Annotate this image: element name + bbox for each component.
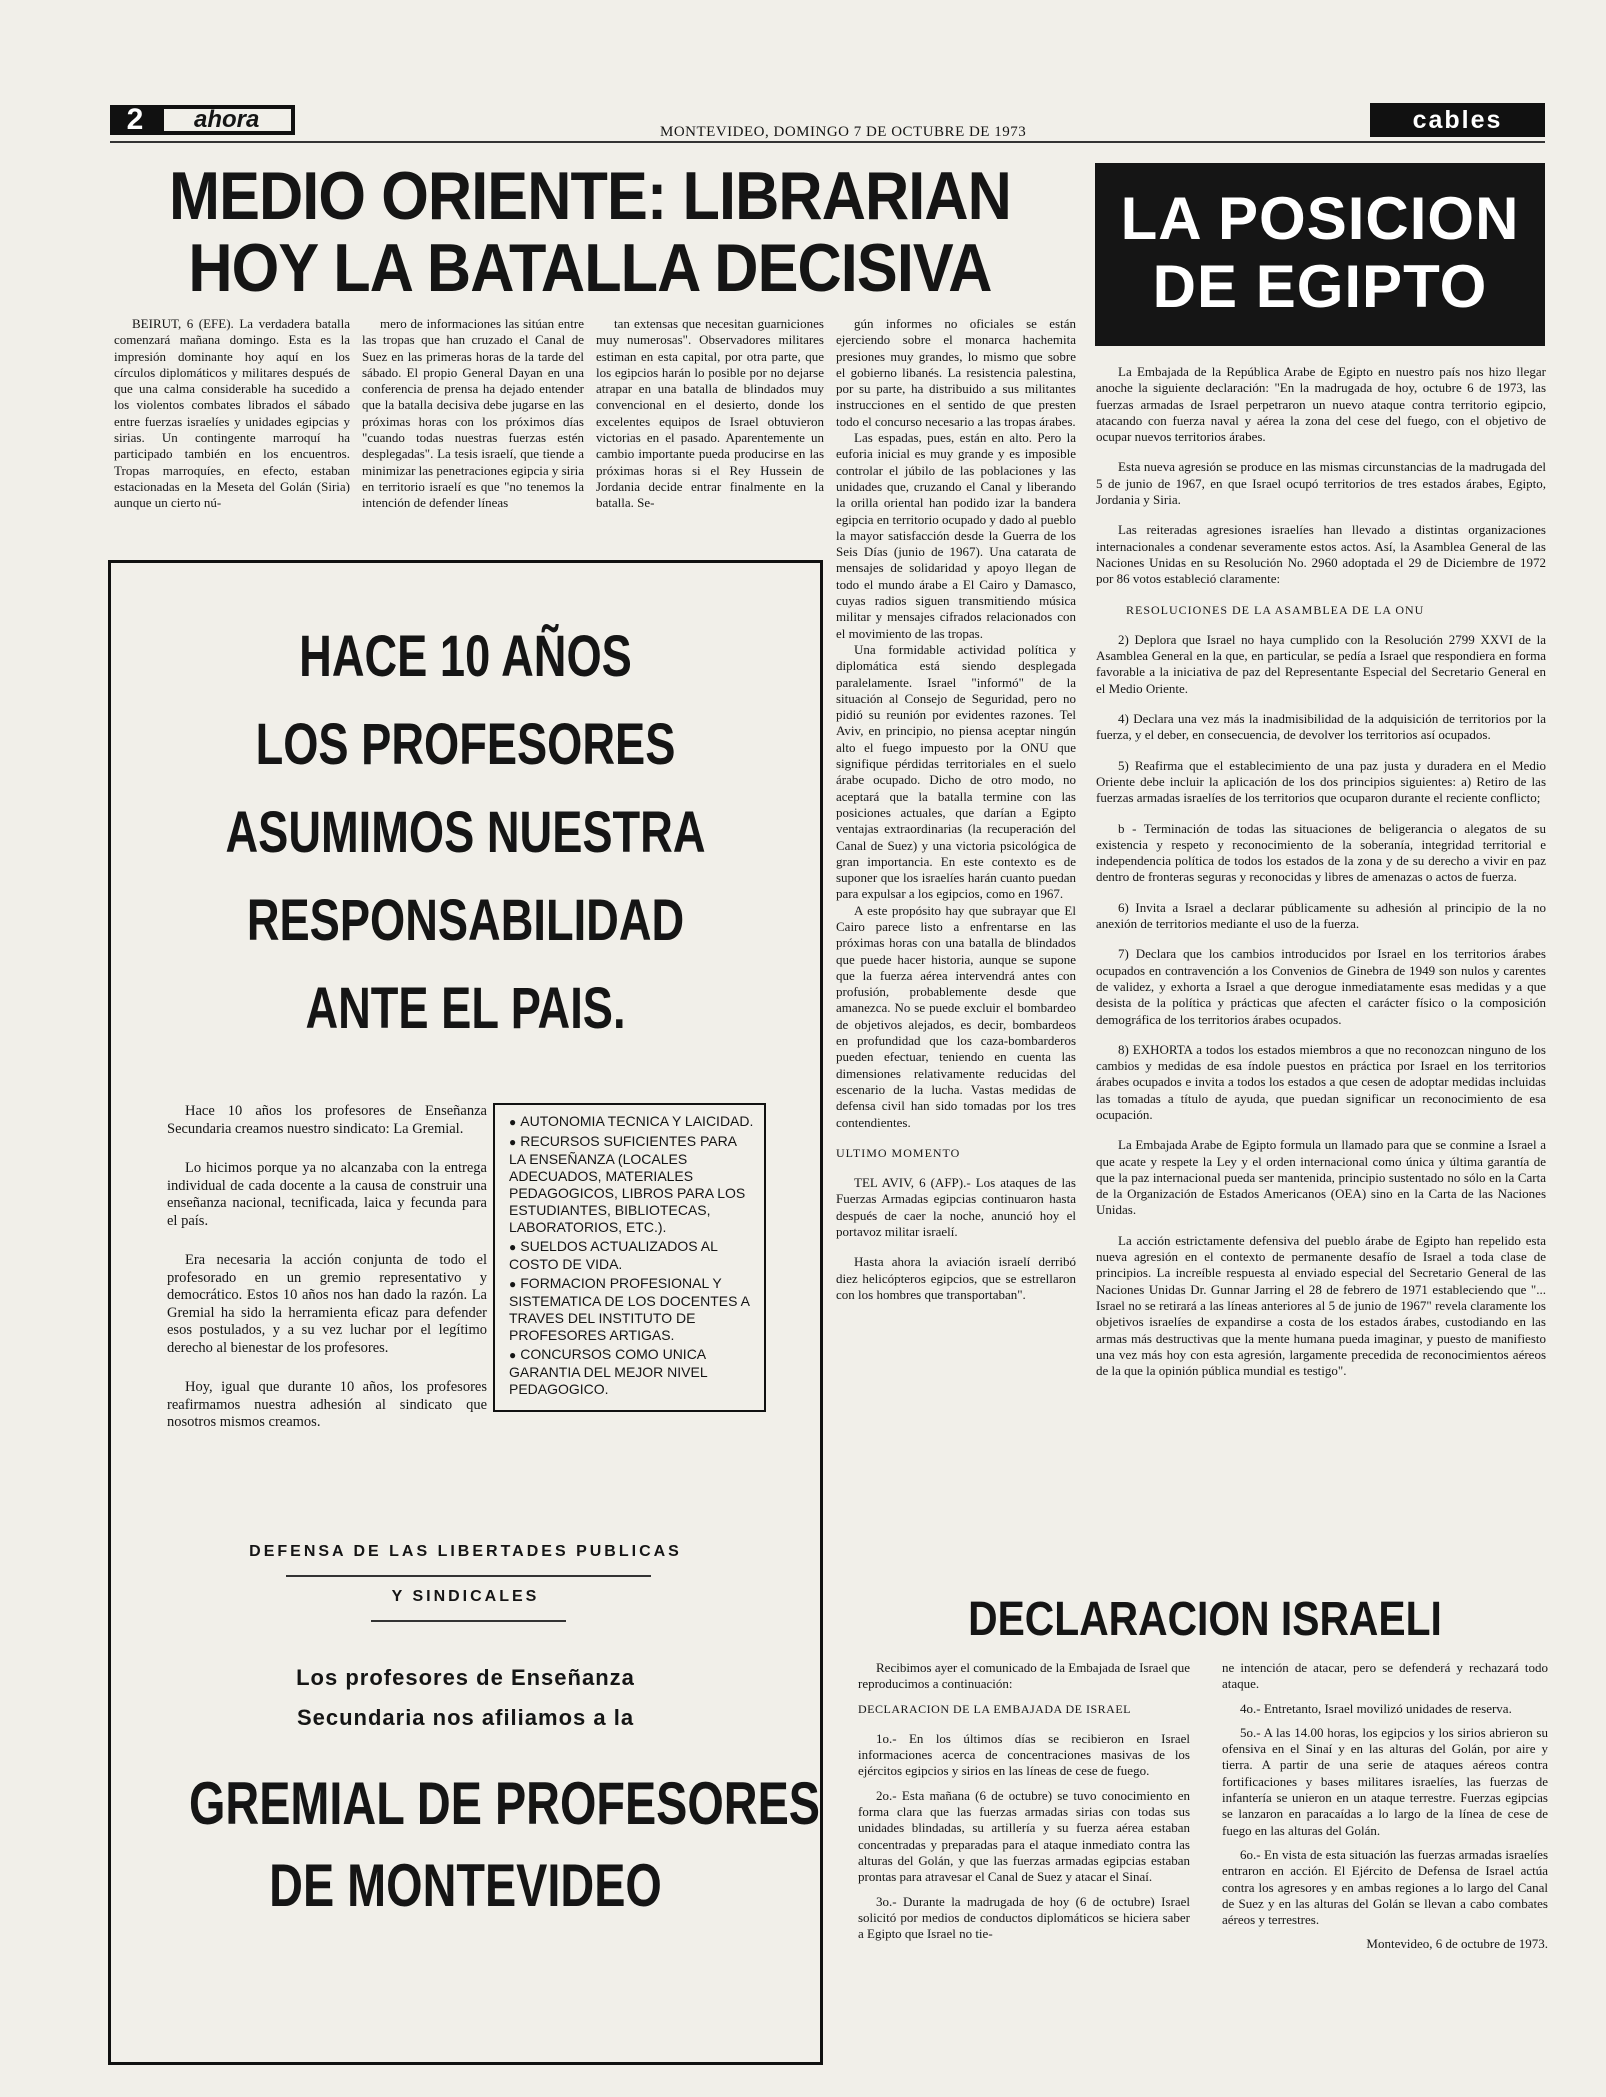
israel-paragraph: ne intención de atacar, pero se defenderá y rechazará todo ataque.	[1222, 1660, 1548, 1692]
list-item: ● AUTONOMIA TECNICA Y LAICIDAD.	[509, 1113, 754, 1129]
israel-paragraph: 4o.- Entretanto, Israel movilizó unidades de reserva.	[1240, 1700, 1512, 1716]
ad-divider	[371, 1620, 566, 1622]
israel-declaration-title: DECLARACION ISRAELI	[968, 1593, 1442, 1646]
article-paragraph: gún informes no oficiales se están ejerciendo sobre el monarca hachemita presiones muy grandes, lo mismo que sobre el gobierno libanés. La resistencia palestina, por su parte, ha distribuido a sus militantes instrucciones en el sentido de que presten todo el concurso necesario a las tropas árabes.	[836, 316, 1076, 429]
article-column-4	[836, 316, 1076, 1303]
israel-paragraph: 2o.- Esta mañana (6 de octubre) se tuvo conocimiento en forma clara que las fuerzas armadas sirias con todas sus unidades blindadas, su artillería y su fuerza aérea estaban concentradas y preparadas para el ataque inmediato contra las alturas del Golán, y que las fuerzas armadas egipcias estaban prontas para atravesar el Canal de Suez y atacar el Sinaí.	[858, 1787, 1190, 1885]
article-paragraph: mero de informaciones las sitúan entre las tropas que han cruzado el Canal de Suez en las primeras horas de la tarde del sábado. El propio General Dayan en una conferencia de prensa ha dejado entender que la batalla decisiva debe jugarse en las próximas horas con los próximos días "cuando todas nuestras fuerzas estén desplegadas". La tesis israelí, que tiende a minimizar las penetraciones egipcia y siria en territorio israelí es que "no tenemos la intención de defender líneas	[362, 316, 584, 511]
ad-paragraph: Era necesaria la acción conjunta de todo el profesorado en un gremio representativo y democrático. Estos 10 años nos han dado la razón. La Gremial ha sido la herramienta eficaz para defender esos postulados, y a su vez luchar por el legítimo derecho al bienestar de los profesores.	[167, 1252, 487, 1356]
israel-paragraph: Recibimos ayer el comunicado de la Embajada de Israel que reproducimos a continuación:	[858, 1660, 1190, 1692]
israel-column-1	[858, 1660, 1190, 1950]
ad-paragraph: Lo hicimos porque ya no alcanzaba con la entrega individual de cada docente a la causa de construir una enseñanza nacional, tecnificada, laica y fecunda para el país.	[167, 1160, 487, 1229]
article-column-1	[114, 316, 350, 512]
list-item: ● FORMACION PROFESIONAL Y SISTEMATICA DE LOS DOCENTES A TRAVES DEL INSTITUTO DE PROFESORES ARTIGAS.	[509, 1275, 750, 1343]
article-paragraph: Hasta ahora la aviación israelí derribó diez helicópteros egipcios, que se estrellaron con los hombres que transportaban".	[836, 1254, 1076, 1302]
ad-headline-line: ANTE EL PAIS.	[305, 976, 626, 1041]
resolution-item: 5) Reafirma que el establecimiento de una paz justa y duradera en el Medio Oriente debe incluir la aplicación de los dos principios siguientes: a) Retiro de las fuerzas armadas israelíes de los territorios que ocuparon durante el reciente conflicto;	[1096, 757, 1546, 806]
section-label: cables	[1370, 103, 1545, 137]
ad-gremial-name: GREMIAL DE PROFESORES DE MONTEVIDEO	[188, 1770, 821, 1919]
ad-defensa-line1: DEFENSA DE LAS LIBERTADES PUBLICAS	[249, 1543, 682, 1560]
ad-body	[167, 1103, 487, 1454]
resolution-item: 6) Invita a Israel a declarar públicamente su adhesión al principio de la no anexión de territorios mediante el uso de la fuerza.	[1096, 899, 1546, 932]
israel-paragraph: 5o.- A las 14.00 horas, los egipcios y los sirios abrieron su ofensiva en el Sinaí y en las alturas del Golán, por aire y tierra. A partir de una serie de ataques aéreos contra fortificaciones y bases militares israelíes, las fuerzas de infantería se unieron en un ataque terrestre. Fuerzas egipcias se lanzaron en paracaídas a lo largo de la línea de cese de fuego en las alturas del Golán.	[1222, 1724, 1548, 1838]
ad-defensa-line2: Y SINDICALES	[391, 1588, 540, 1605]
resolution-item: 8) EXHORTA a todos los estados miembros a que no reconozcan ninguno de los cambios y medidas de esa índole puestos en práctica por Israel en los territorios árabes ocupados e invita a todos los estados a que cesen de adoptar medidas incluidas las tomadas a título de ayuda, que puedan significar un reconocimiento de esa ocupación.	[1096, 1041, 1546, 1122]
israel-paragraph: 6o.- En vista de esta situación las fuerzas armadas israelíes entraron en acción. El Ejército de Defensa de Israel actúa contra los agresores y en ambas regiones a lo largo del Canal de Suez y en las alturas del Golán se llevan a cabo combates aéreos y terrestres.	[1222, 1846, 1548, 1928]
bullet-icon: ●	[509, 1115, 517, 1129]
egypt-paragraph: La Embajada Arabe de Egipto formula un llamado para que se conmine a Israel a que acate y respete la Ley y el orden internacional como única y última garantía de que la paz internacional pueda ser mantenida, principio sustentado no sólo en la Carta de la Organización de Estados Americanos (OEA) sino en la Carta de las Naciones Unidas.	[1096, 1137, 1546, 1218]
ultimo-momento-title: ULTIMO MOMENTO	[836, 1145, 961, 1160]
egypt-paragraph: La Embajada de la República Arabe de Egipto en nuestro país nos hizo llegar anoche la siguiente declaración: "En la madrugada de hoy, octubre 6 de 1973, las fuerzas armadas de Israel perpetraron un nuevo ataque contra territorio egipcio, atacando con fuerza naval y aérea la zona del cese del fuego, con el objetivo de ocupar nuevos territorios árabes.	[1096, 364, 1546, 445]
list-item: ● CONCURSOS COMO UNICA GARANTIA DEL MEJOR NIVEL PEDAGOGICO.	[509, 1346, 708, 1397]
gremial-advertisement	[108, 560, 823, 2065]
bullet-icon: ●	[509, 1277, 517, 1291]
resolution-item: 7) Declara que los cambios introducidos por Israel en los territorios árabes ocupados en contravención a los Convenios de Ginebra de 1949 son nulos y carentes de validez, y exhorta a Israel a que derogue inmediatamente esas medidas y a que desista de la política y prácticas que afecten el carácter físico o la composición demográfica de los territorios árabes ocupados.	[1096, 946, 1546, 1027]
egypt-statement	[1096, 364, 1546, 1393]
dateline: MONTEVIDEO, DOMINGO 7 DE OCTUBRE DE 1973	[660, 124, 1027, 140]
article-paragraph: tan extensas que necesitan guarniciones muy numerosas". Observadores militares estiman en esta capital, por otra parte, que los egipcios harán lo posible por no dejarse atrapar en una batalla de blindados muy convencional en el desierto, donde los excelentes equipos de Israel obtuvieron victorias en el pasado. Aparentemente un cambio importante pueda producirse en las próximas horas si el Rey Hussein de Jordania decide entrar finalmente en la batalla. Se-	[596, 316, 824, 511]
bullet-icon: ●	[509, 1240, 517, 1254]
article-column-2	[362, 316, 584, 512]
israel-subtitle: DECLARACION DE LA EMBAJADA DE ISRAEL	[858, 1701, 1131, 1716]
article-paragraph: TEL AVIV, 6 (AFP).- Los ataques de las Fuerzas Armadas egipcias continuaron hasta después de caer la noche, anunció hoy el portavoz militar israelí.	[836, 1175, 1076, 1240]
israel-paragraph: 1o.- En los últimos días se recibieron en Israel informaciones acerca de concentraciones masivas de los ejércitos egipcios y sirios en las líneas de cese de fuego.	[858, 1730, 1190, 1779]
ad-afiliacion: Los profesores de Enseñanza Secundaria nos afiliamos a la	[296, 1665, 635, 1730]
main-headline	[158, 160, 1022, 304]
main-headline-line1: MEDIO ORIENTE: LIBRARIAN	[168, 158, 1011, 234]
page-number: 2	[110, 105, 160, 135]
israel-paragraph: 3o.- Durante la madrugada de hoy (6 de octubre) Israel solicitó por medios de conductos diplomáticos se hiciera saber a Egipto que Israel no tie-	[858, 1893, 1190, 1942]
ad-paragraph: Hace 10 años los profesores de Enseñanza Secundaria creamos nuestro sindicato: La Gremial.	[167, 1103, 487, 1137]
egypt-title-line: LA POSICION	[1120, 185, 1520, 252]
bullet-icon: ●	[509, 1135, 517, 1149]
ad-headline	[189, 613, 742, 1053]
ad-paragraph: Hoy, igual que durante 10 años, los profesores reafirmamos nuestra adhesión al sindicato que nosotros mismos creamos.	[167, 1379, 487, 1430]
ad-demands-list	[493, 1103, 766, 1412]
article-column-3	[596, 316, 824, 512]
article-paragraph: BEIRUT, 6 (EFE). La verdadera batalla comenzará mañana domingo. Esta es la impresión dominante hoy aquí en los círculos diplomáticos y militares después de que una calma considerable ha sucedido a los violentos combates librados el sábado entre fuerzas israelíes y unidades egipcias y sirias. Un contingente marroquí ha participado también en los encuentros. Tropas marroquíes, en efecto, estaban estacionadas en la Meseta del Golán (Siria) aunque un cierto nú-	[114, 316, 350, 511]
egypt-title-box	[1095, 163, 1545, 346]
egypt-paragraph: Esta nueva agresión se produce en las mismas circunstancias de la madrugada del 5 de junio de 1967, en que Israel ocupó territorios de tres estados árabes, Egipto, Jordania y Siria.	[1096, 459, 1546, 508]
bullet-icon: ●	[509, 1348, 517, 1362]
paper-logo: ahora	[160, 105, 295, 135]
article-paragraph: Una formidable actividad política y diplomática está siendo desplegada paralelamente. Israel "informó" de la situación al Consejo de Seguridad, pero no pidió su reunión por evidentes razones. Tel Aviv, en principio, no piensa aceptar ningún alto el fuego impuesto por la ONU que signifique pérdidas territoriales en el suelo árabe ocupado. Dicho de otro modo, no aceptará que la batalla termine con las posiciones actuales, que darían a Egipto ventajas extraordinarias (la recuperación del Canal de Suez) y una victoria psicológica de gran importancia. En este contexto es de suponer que los israelíes harán cuanto puedan para expulsar a los egipcios, como en 1967.	[836, 641, 1076, 902]
israel-signature: Montevideo, 6 de octubre de 1973.	[1366, 1936, 1548, 1952]
ad-divider	[286, 1575, 651, 1577]
resolution-item: b - Terminación de todas las situaciones de beligerancia o alegatos de su existencia y respeto y reconocimiento de la soberanía, integridad territorial e independencia política de todos los estados de la zona y de su derecho a vivir en paz dentro de fronteras seguras y reconocidas y libres de amenazas o actos de fuerza.	[1096, 820, 1546, 885]
egypt-paragraph: Las reiteradas agresiones israelíes han llevado a distintas organizaciones internacionales a condenar severamente estos actos. Así, la Asamblea General de las Naciones Unidas en su Resolución No. 2960 adoptada el 29 de Diciembre de 1972 por 86 votos estableció claramente:	[1096, 522, 1546, 587]
resolution-item: 2) Deplora que Israel no haya cumplido con la Resolución 2799 XXVI de la Asamblea General en la que, en particular, se pedía a Israel que respondiera en forma favorable a la iniciativa de paz del Representante Especial del Secretario General en el Medio Oriente.	[1096, 631, 1546, 696]
egypt-paragraph: La acción estrictamente defensiva del pueblo árabe de Egipto han repelido esta nueva agresión en el contexto de permanente desafío de Israel a toda clase de principios. La increíble respuesta al enviado especial del Secretario General de las Naciones Unidas Dr. Gunnar Jarring el 28 de febrero de 1971 estableciendo que "... Israel no se retirará a las líneas anteriores al 5 de junio de 1967" revela claramente los objetivos israelíes de expandirse a costa de los estados árabes, custodiando en las armas más destructivas que la mente humana pueda imaginar, y puesto de manifiesto una vez más hoy con esta agresión, largamente precedida de reconocimientos aéreos de la que la opinión pública mundial es testigo".	[1096, 1232, 1546, 1379]
ad-headline-line: ASUMIMOS NUESTRA	[225, 800, 706, 865]
header-rule	[110, 141, 1545, 143]
main-headline-line2: HOY LA BATALLA DECISIVA	[188, 230, 992, 306]
ad-headline-line: HACE 10 AÑOS	[299, 624, 632, 689]
resolution-item: 4) Declara una vez más la inadmisibilidad de la adquisición de territorios por la fuerza, y el deber, en consecuencia, de devolver los territorios así ocupados.	[1096, 711, 1546, 743]
list-item: ● SUELDOS ACTUALIZADOS AL COSTO DE VIDA.	[509, 1238, 718, 1272]
israel-column-2	[1222, 1660, 1548, 1961]
article-paragraph: Las espadas, pues, están en alto. Pero la euforia inicial es muy grande y es imposible controlar el júbilo de las poblaciones y las unidades que, cruzando el Canal y liberando la orilla oriental han podido izar la bandera egipcia en territorio ocupado y dado al pueblo la mayor satisfacción desde la Guerra de los Seis Días (junio de 1967). Una catarata de mensajes de solidaridad y apoyo llegan de todo el mundo árabe a El Cairo y Damasco, cuyas radios siguen transmitiendo música militar y mensajes cifrados relacionados con el movimiento de las tropas.	[836, 430, 1076, 641]
egypt-title-line: DE EGIPTO	[1152, 253, 1488, 320]
ad-headline-line: RESPONSABILIDAD	[246, 888, 685, 953]
ad-headline-line: LOS PROFESORES	[255, 712, 676, 777]
article-paragraph: A este propósito hay que subrayar que El Cairo parece listo a enfrentarse en las próximas horas con una batalla de blindados que puede hacer historia, aunque se supone que la fuerza aérea intervendrá antes con profusión, probablemente desde que amanezca. No se puede excluir el bombardeo de objetivos alejados, es decir, bombardeos en profundidad que los caza-bombarderos pueden efectuar, teniendo en cuenta las dimensiones relativamente reducidas del escenario de la lucha. Vastas medidas de defensa civil han sido tomadas por los tres contendientes.	[836, 902, 1076, 1130]
resolutions-title: RESOLUCIONES DE LA ASAMBLEA DE LA ONU	[1126, 602, 1425, 617]
list-item: ● RECURSOS SUFICIENTES PARA LA ENSEÑANZA (LOCALES ADECUADOS, MATERIALES PEDAGOGICOS, LIBROS PARA LOS ESTUDIANTES, BIBLIOTECAS, LABORATORIOS, ETC.).	[509, 1133, 746, 1235]
